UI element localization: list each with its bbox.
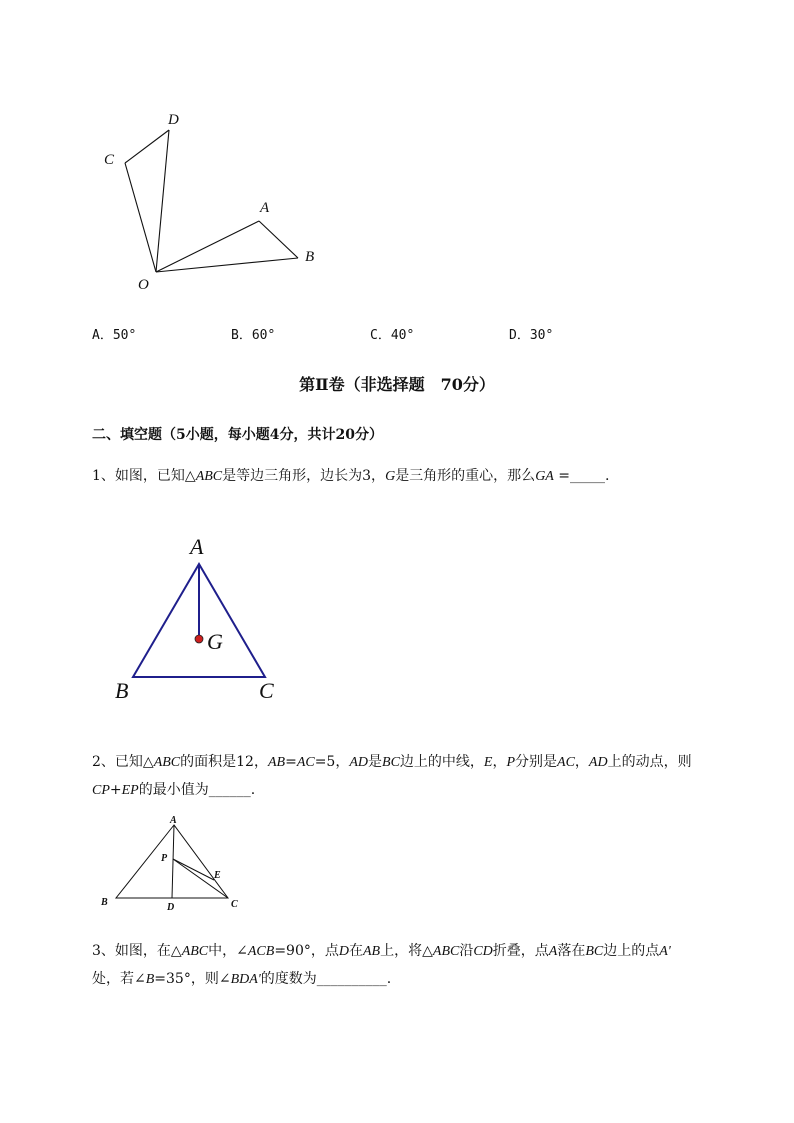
option-a: A．50° [92,328,137,343]
segment-ad [172,825,174,898]
label-e: E [214,870,221,881]
option-d: D．30° [509,328,554,343]
question-3: 3、如图，在△ABC中，∠ACB=90°，点D在AB上，将△ABC沿CD折叠，点A落在BC边上的点A' [92,943,671,959]
option-b: B．60° [231,328,276,343]
label-g: G [207,629,223,654]
label-c: C [104,152,115,168]
label-b: B [101,897,108,908]
question-2: 2、已知△ABC的面积是12，AB=AC=5，AD是BC边上的中线，E，P分别是AC，AD上的动点，则 [92,754,692,770]
label-a: A [170,815,177,826]
figure-angles [90,100,330,300]
segment-cd [125,130,169,163]
segment-oc [125,163,156,272]
label-b: B [115,678,129,703]
question-1: 1、如图，已知△ABC是等边三角形，边长为3，G是三角形的重心，那么GA =_____. [92,468,610,484]
segment-oa [156,221,259,272]
option-c: C．40° [370,328,415,343]
label-p: P [161,853,168,864]
question-3-line-2: 处，若∠B=35°，则∠BDA'的度数为__________. [92,971,392,987]
part-heading: 二、填空题（5小题，每小题4分，共计20分） [92,427,383,443]
figure-median-triangle [96,814,256,914]
segment-ob [156,258,298,272]
segment-pe [173,859,214,880]
segment-do [156,130,169,272]
label-a: A [190,534,204,559]
label-d: D [167,902,175,913]
section-title: 第Ⅱ卷（非选择题 70分） [299,375,495,394]
segment-ab [259,221,298,258]
label-a: A [260,200,270,216]
question-2-line-2: CP+EP的最小值为______. [92,782,256,798]
label-c: C [259,678,274,703]
label-b: B [305,249,315,265]
centroid-point [195,635,203,643]
figure-equilateral-triangle [108,530,298,710]
label-c: C [231,899,238,910]
label-o: O [138,277,149,293]
label-d: D [168,112,179,128]
